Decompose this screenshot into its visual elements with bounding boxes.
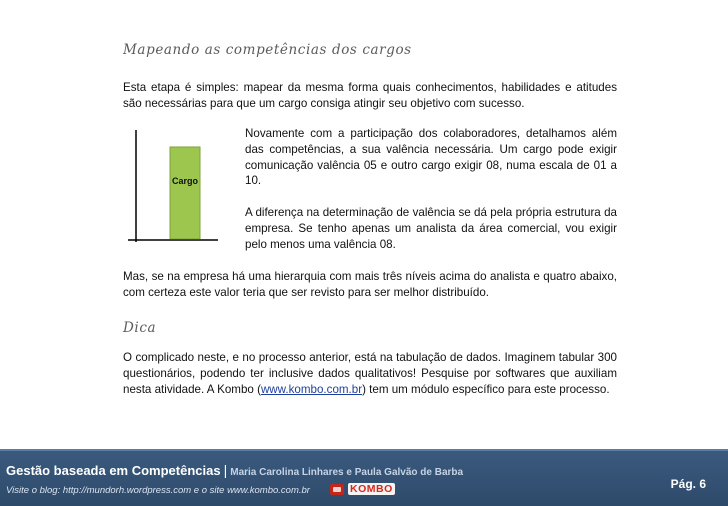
- section-heading-tip: Dica: [123, 320, 157, 336]
- footer-authors: Maria Carolina Linhares e Paula Galvão de Barba: [230, 467, 464, 478]
- valence-paragraph-1: Novamente com a participação dos colaboradores, detalhamos além das competências, a sua valência necessária. Um cargo pode exigir comunicação valência 05 e outro cargo exigir 08, numa escala de 01 a 10.: [245, 127, 617, 188]
- bar-label: Cargo: [171, 176, 199, 186]
- tip-text: [123, 350, 617, 397]
- kombo-logo: [330, 482, 395, 496]
- tip-text-after: ) tem um módulo específico para este processo.: [362, 382, 610, 396]
- page-footer: [0, 449, 728, 506]
- valence-column: [245, 126, 617, 253]
- footer-blog-link: Visite o blog: http://mundorh.wordpress.com e o site www.kombo.com.br: [6, 485, 310, 496]
- closing-paragraph: [123, 269, 617, 301]
- closing-text: Mas, se na empresa há uma hierarquia com mais três níveis acima do analista e quatro abaixo, com certeza este valor teria que ser revisto para ser melhor distribuído.: [123, 270, 617, 299]
- kombo-logo-text: KOMBO: [350, 483, 393, 495]
- section-heading-mapping: Mapeando as competências dos cargos: [123, 42, 412, 58]
- kombo-link[interactable]: www.kombo.com.br: [260, 382, 363, 396]
- footer-title: Gestão baseada em Competências: [6, 463, 221, 478]
- footer-title-line: [6, 462, 463, 478]
- page-number: Pág. 6: [670, 477, 706, 491]
- bar-cargo: [170, 147, 200, 239]
- intro-text: Esta etapa é simples: mapear da mesma forma quais conhecimentos, habilidades e atitudes são necessárias para que um cargo consiga atingir seu objetivo com sucesso.: [123, 81, 617, 110]
- cargo-bar-chart: [120, 128, 220, 248]
- valence-paragraph-2: A diferença na determinação de valência se dá pela própria estrutura da empresa. Se tenho apenas um analista da área comercial, vou exigir pelo menos uma valência 08.: [245, 206, 617, 251]
- footer-separator: |: [223, 462, 228, 478]
- tip-paragraph: [123, 350, 617, 397]
- tip-text-before: O complicado neste, e no processo anterior, está na tabulação de dados. Imaginem tabular 300 questionários, podendo ter inclusive dados qualitativos! Pesquise por softwares que auxiliam nesta atividade. A Kombo (: [123, 351, 617, 396]
- intro-paragraph: [123, 80, 617, 112]
- kombo-logo-icon: [330, 484, 344, 495]
